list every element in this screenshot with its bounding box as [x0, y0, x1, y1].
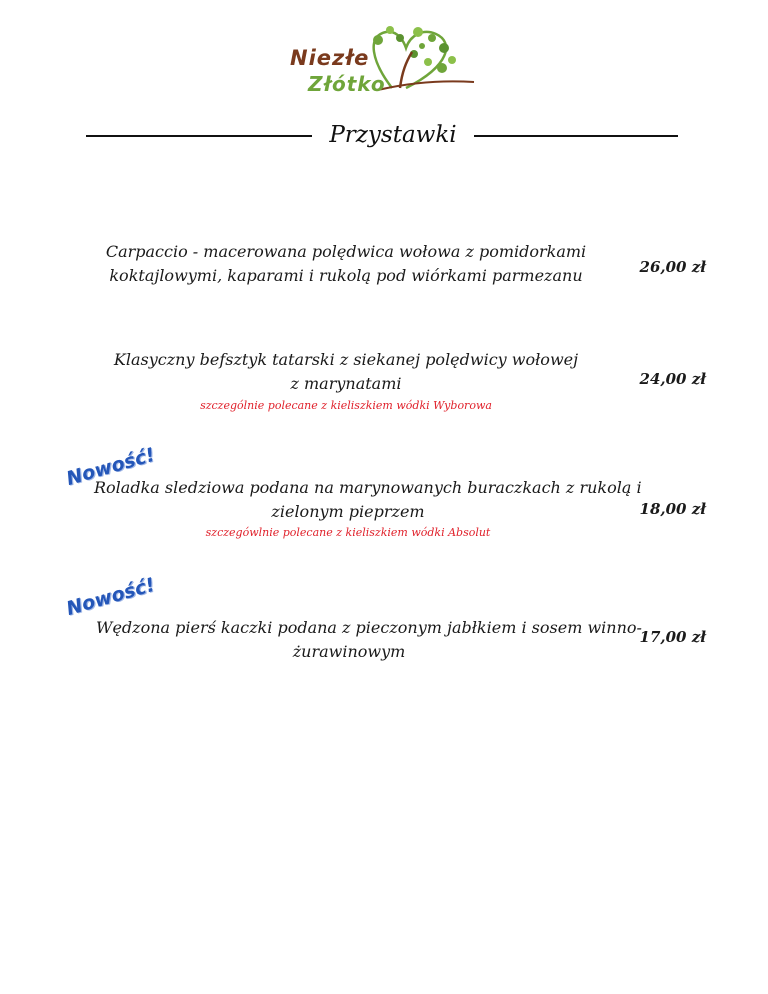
new-badge: Nowość!	[63, 573, 158, 620]
item-note: szczegówlnie polecane z kieliszkiem wódki Absolut	[205, 526, 491, 539]
divider-right	[474, 135, 678, 137]
logo-text-top: Niezłe	[290, 46, 370, 70]
item-name: Klasyczny befsztyk tatarski z siekanej polędwicy wołowej z marynatami	[113, 350, 579, 393]
item-name: Roladka sledziowa podana na marynowanych buraczkach z rukolą i zielonym pieprzem	[94, 478, 642, 521]
item-price: 18,00 zł	[639, 500, 706, 518]
new-badge: Nowość!	[63, 443, 158, 490]
item-name: Wędzona pierś kaczki podana z pieczonym jabłkiem i sosem winno- żurawinowym	[96, 618, 642, 661]
item-price: 17,00 zł	[639, 628, 706, 646]
item-note: szczególnie polecane z kieliszkiem wódki Wyborowa	[200, 399, 492, 412]
logo-text-bottom: Złótko	[308, 72, 386, 96]
item-price: 24,00 zł	[639, 370, 706, 388]
item-price: 26,00 zł	[639, 258, 706, 276]
section-title: Przystawki	[329, 122, 457, 148]
divider-left	[86, 135, 312, 137]
section-header	[86, 122, 678, 156]
restaurant-logo	[282, 22, 482, 96]
item-name: Carpaccio - macerowana polędwica wołowa z pomidorkami koktajlowymi, kaparami i rukolą pod wiórkami parmezanu	[105, 242, 587, 285]
